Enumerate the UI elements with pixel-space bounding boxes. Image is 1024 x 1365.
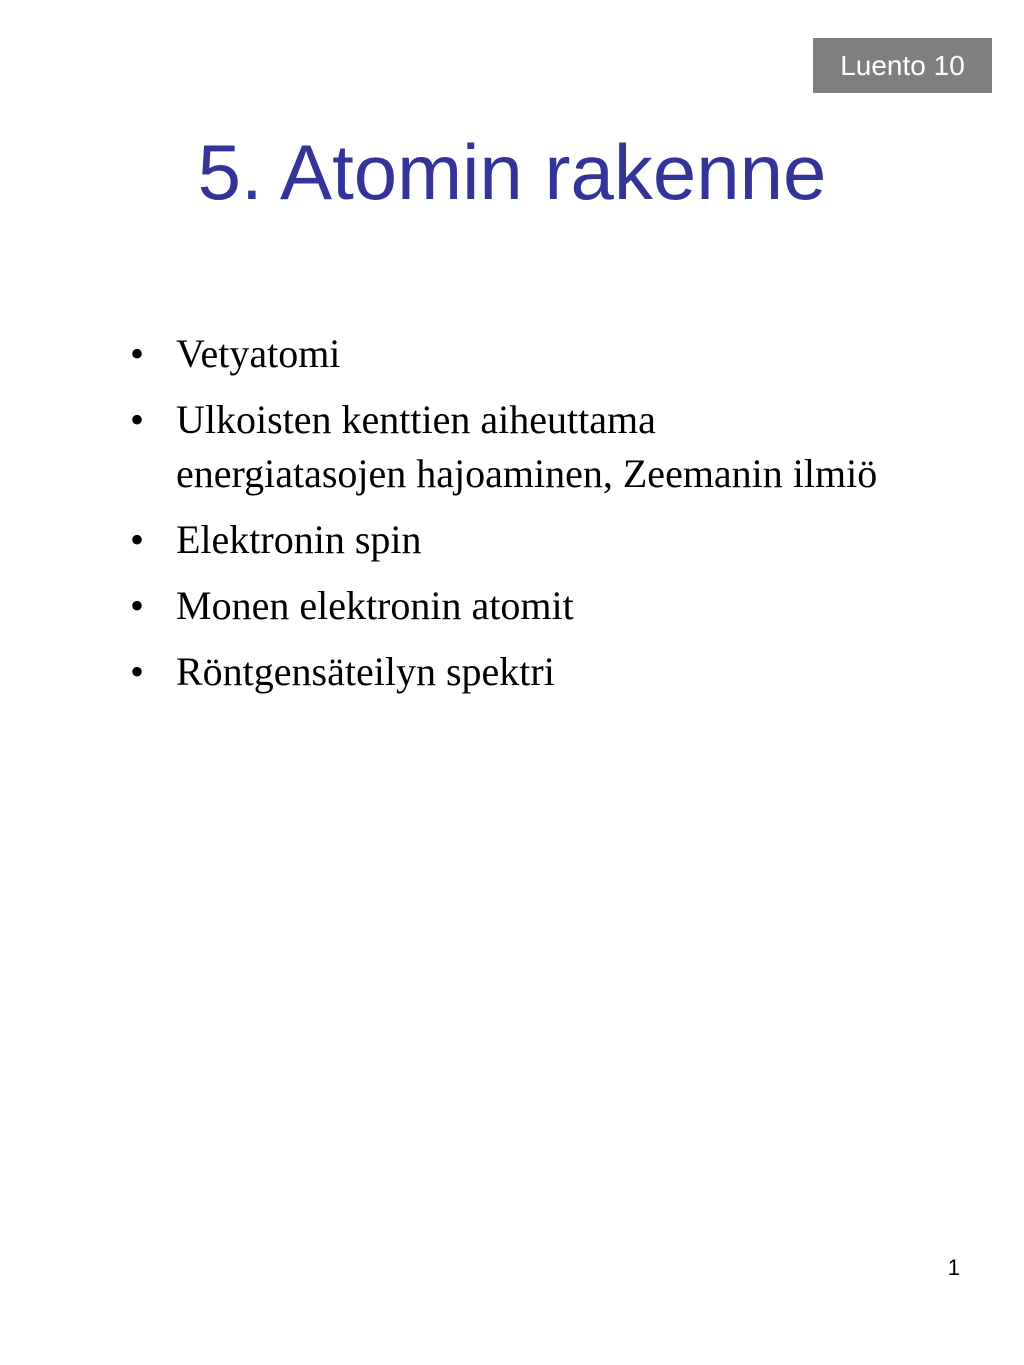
lecture-badge: Luento 10	[813, 38, 992, 93]
bullet-text: Elektronin spin	[176, 517, 422, 562]
bullet-item	[0, 327, 896, 381]
bullet-text: Ulkoisten kenttien aiheuttama energiatasojen hajoaminen, Zeemanin ilmiö	[176, 397, 878, 496]
slide-title: 5. Atomin rakenne	[197, 128, 827, 216]
bullet-text: Monen elektronin atomit	[176, 583, 574, 628]
bullet-item	[0, 579, 896, 633]
bullet-marker: •	[130, 331, 145, 376]
bullet-marker: •	[130, 397, 145, 442]
page-number: 1	[947, 1255, 960, 1280]
bullet-marker: •	[130, 517, 145, 562]
bullet-item	[0, 645, 896, 699]
bullet-text: Vetyatomi	[176, 331, 341, 376]
bullet-text: Röntgensäteilyn spektri	[176, 649, 555, 694]
bullet-item	[0, 393, 896, 501]
bullet-marker: •	[130, 649, 145, 694]
bullet-item	[0, 513, 896, 567]
bullet-marker: •	[130, 583, 145, 628]
bullet-list	[0, 327, 1024, 711]
